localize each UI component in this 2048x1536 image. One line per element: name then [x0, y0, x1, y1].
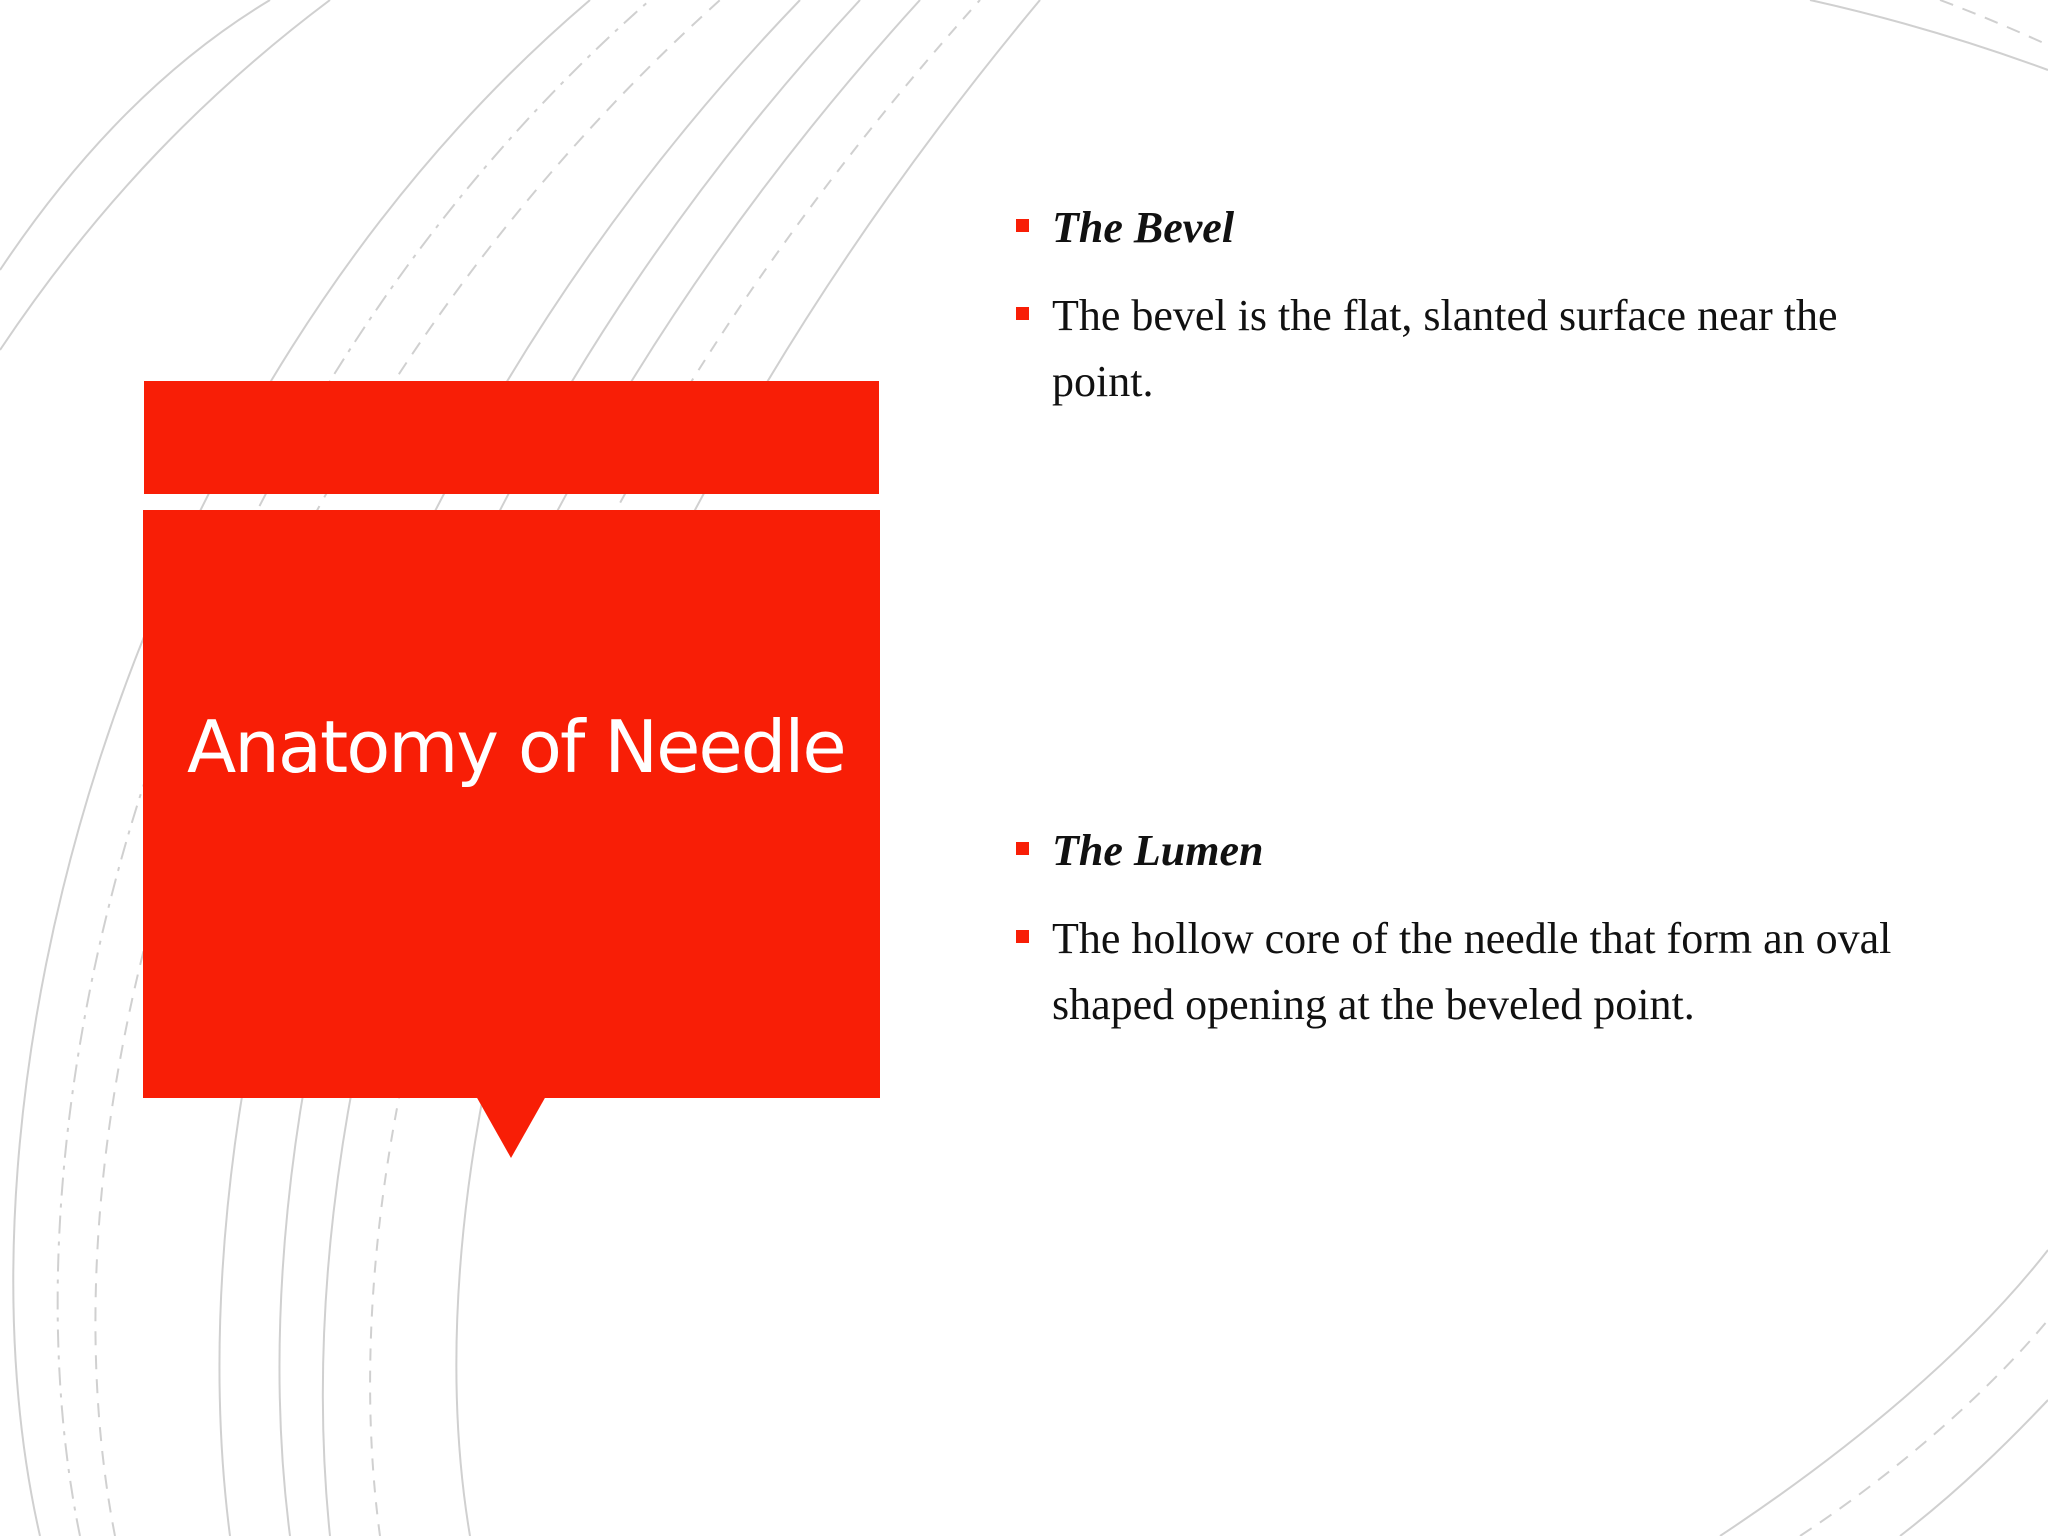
square-bullet-icon — [1016, 307, 1029, 320]
square-bullet-icon — [1016, 842, 1029, 855]
lumen-bullet-list — [1014, 818, 1914, 1038]
square-bullet-icon — [1016, 930, 1029, 943]
bevel-section — [1014, 195, 1914, 415]
lumen-heading: The Lumen — [1052, 826, 1264, 875]
bevel-bullet-list — [1014, 195, 1914, 415]
bevel-heading-item — [1014, 195, 1914, 261]
bevel-description-item — [1014, 283, 1914, 415]
square-bullet-icon — [1016, 219, 1029, 232]
title-accent-bar — [144, 381, 879, 494]
lumen-heading-item — [1014, 818, 1914, 884]
title-callout-box — [143, 510, 880, 1098]
lumen-section — [1014, 818, 1914, 1038]
slide-title: Anatomy of Needle — [187, 705, 845, 789]
lumen-description: The hollow core of the needle that form an oval shaped opening at the beveled point. — [1052, 914, 1892, 1029]
lumen-description-item — [1014, 906, 1914, 1038]
title-callout-pointer — [476, 1096, 546, 1158]
bevel-description: The bevel is the flat, slanted surface near the point. — [1052, 291, 1838, 406]
bevel-heading: The Bevel — [1052, 203, 1235, 252]
